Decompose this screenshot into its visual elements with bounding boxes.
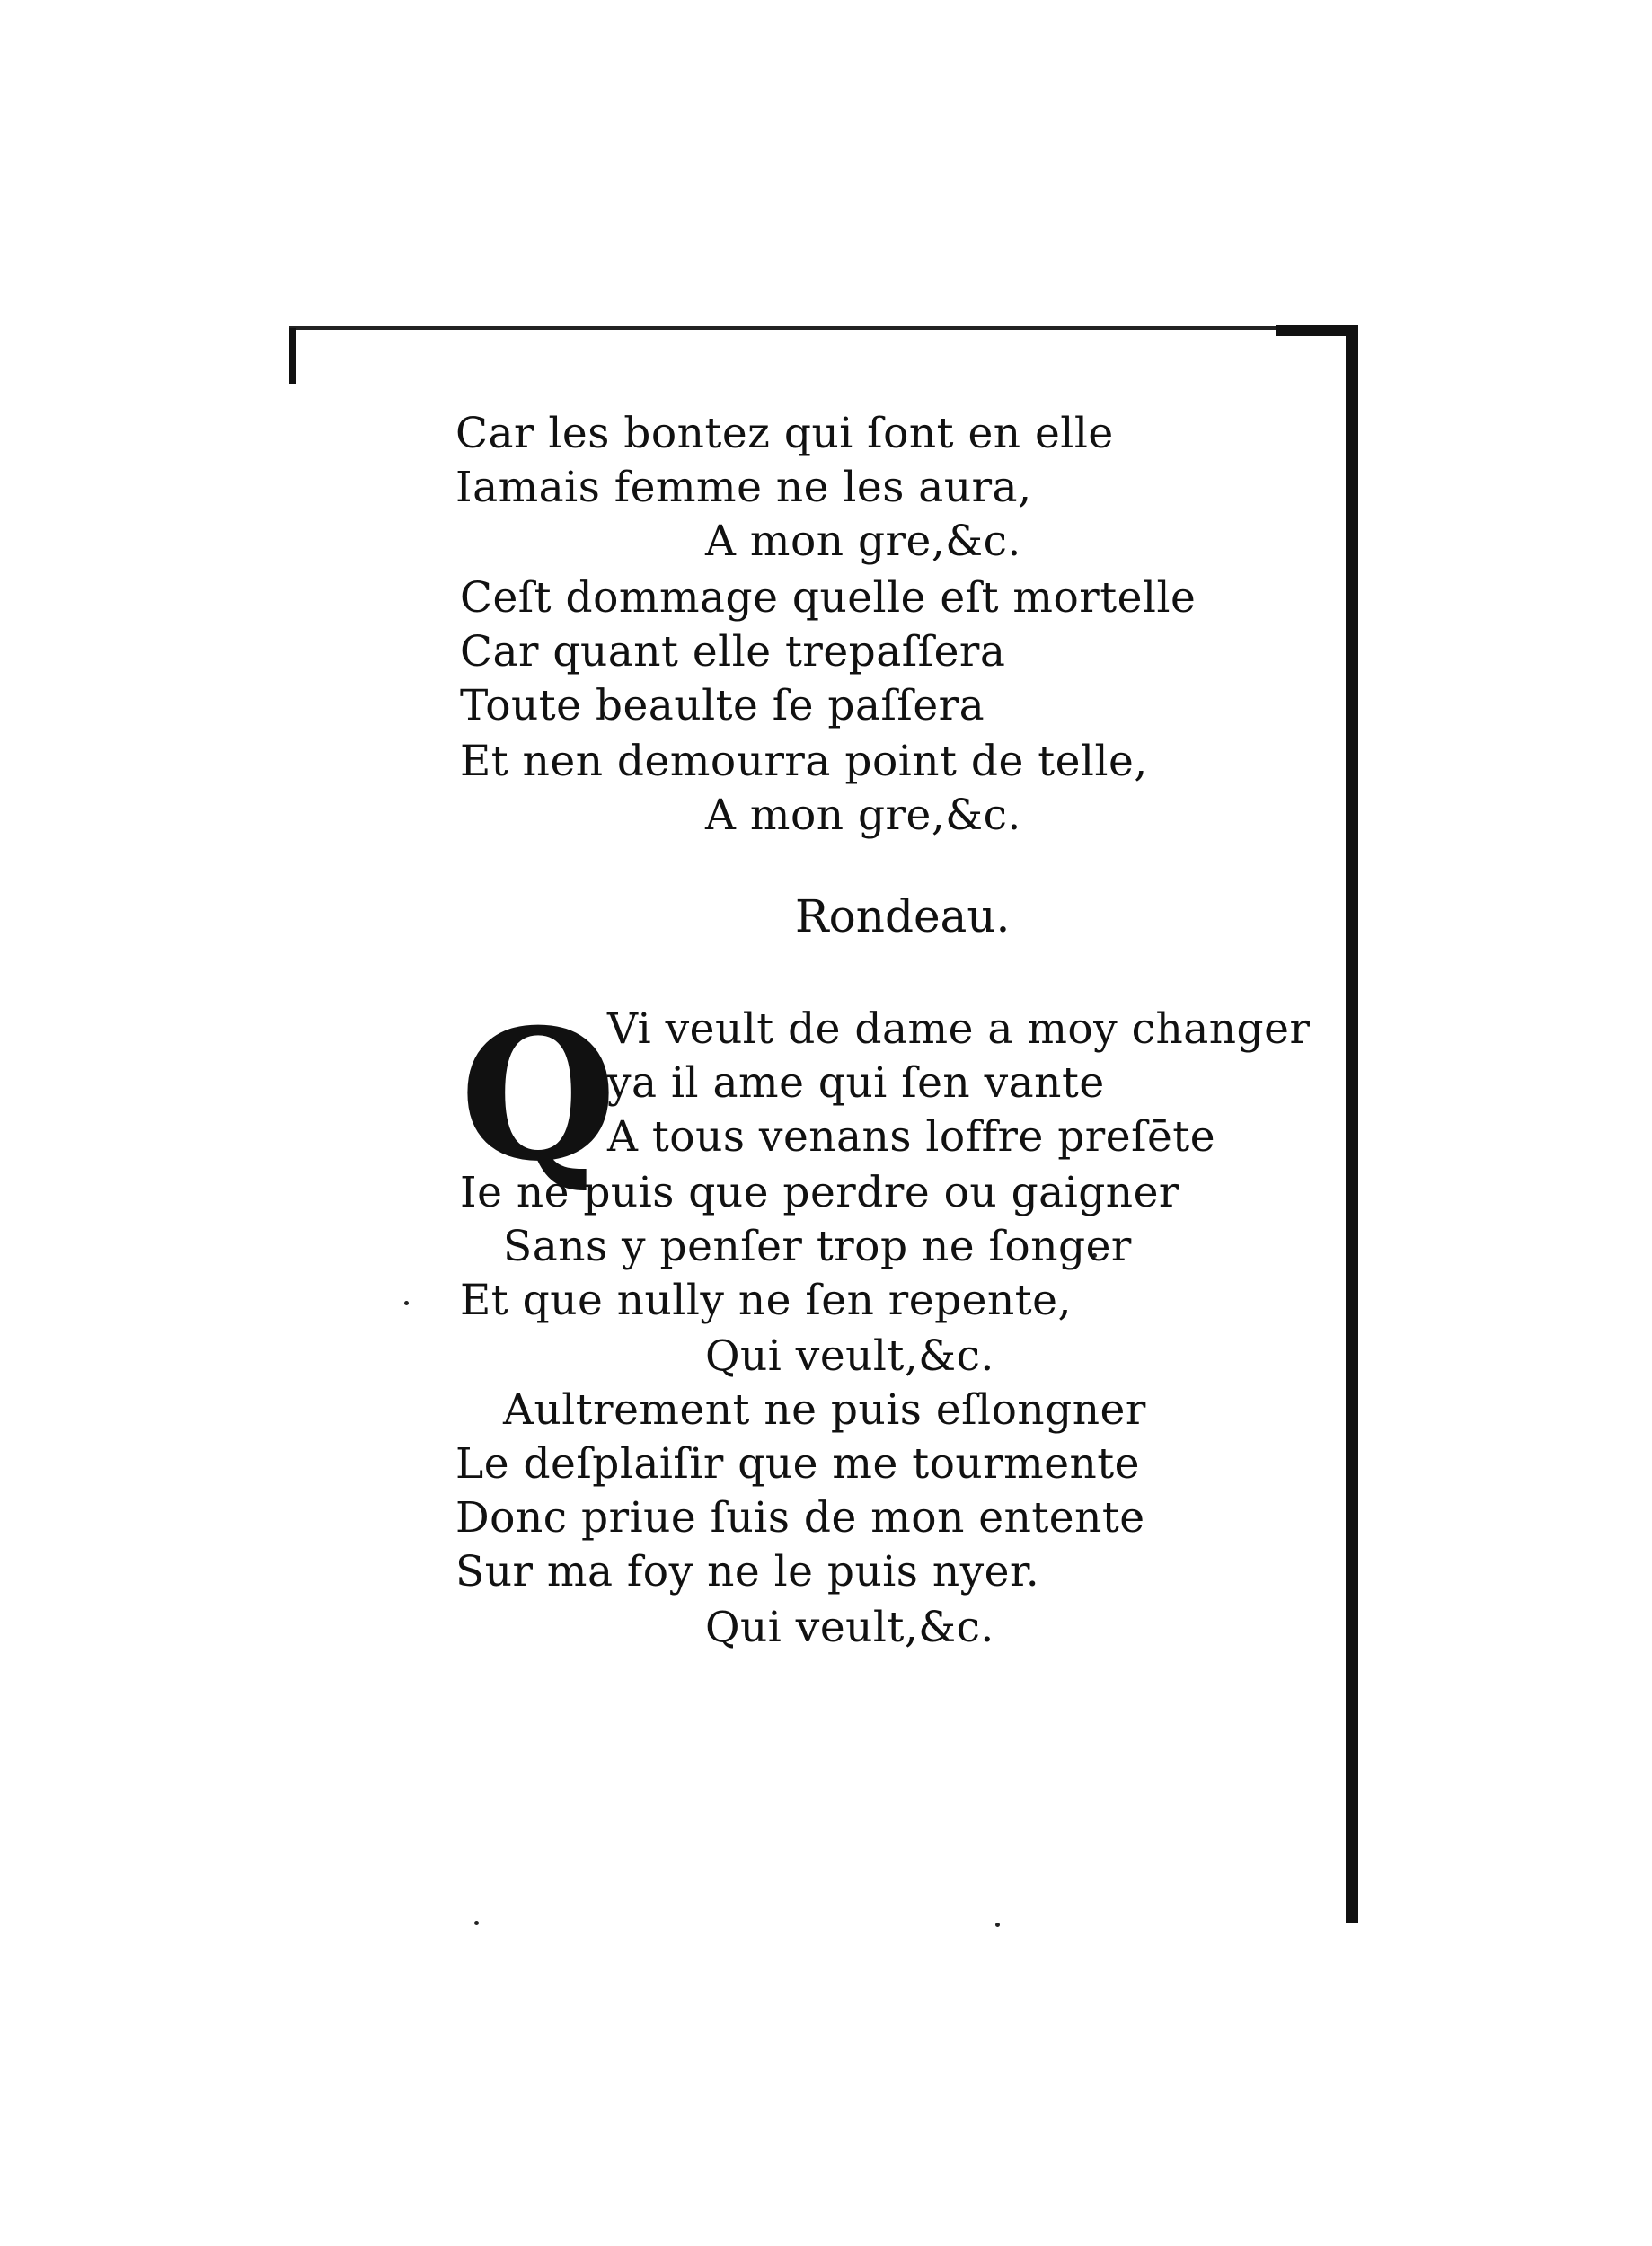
verse-line: Car les bontez qui ſont en elle — [455, 409, 1114, 458]
refrain-line: Qui veult,&c. — [705, 1331, 994, 1381]
verse-line: ya il ame qui ſen vante — [607, 1058, 1105, 1108]
verse-line: Donc priue ſuis de mon entente — [455, 1493, 1145, 1543]
page-edge-left — [289, 328, 296, 384]
verse-line: Car quant elle trepaſſera — [460, 627, 1006, 676]
refrain-line: Qui veult,&c. — [705, 1603, 994, 1652]
verse-line: Toute beaulte ſe paſſera — [460, 681, 985, 730]
verse-line: Ceſt dommage quelle eſt mortelle — [460, 573, 1197, 623]
scan-speck — [474, 1921, 479, 1925]
verse-line: Sans y penſer trop ne ſonger — [503, 1222, 1132, 1271]
page-edge-top — [289, 326, 1358, 330]
verse-line: Et que nully ne ſen repente, — [460, 1276, 1072, 1325]
verse-line: A tous venans loffre preſēte — [607, 1112, 1216, 1162]
drop-cap: Q — [460, 990, 617, 1201]
verse-line: Iamais femme ne les aura, — [455, 463, 1032, 512]
verse-line: Vi veult de dame a moy changer — [607, 1004, 1311, 1054]
scan-speck — [995, 1923, 1000, 1927]
refrain-line: A mon gre,&c. — [705, 791, 1021, 840]
verse-line: Sur ma foy ne le puis nyer. — [455, 1547, 1040, 1596]
scan-speck — [404, 1301, 409, 1305]
refrain-line: A mon gre,&c. — [705, 517, 1021, 566]
poem-title: Rondeau. — [795, 890, 1011, 942]
verse-line: Aultrement ne puis eſlongner — [503, 1385, 1146, 1435]
verse-line: Ie ne puis que perdre ou gaigner — [460, 1168, 1179, 1217]
verse-line: Le deſplaiſir que me tourmente — [455, 1439, 1140, 1489]
page-edge-right — [1346, 331, 1358, 1923]
verse-line: Et nen demourra point de telle, — [460, 737, 1148, 786]
